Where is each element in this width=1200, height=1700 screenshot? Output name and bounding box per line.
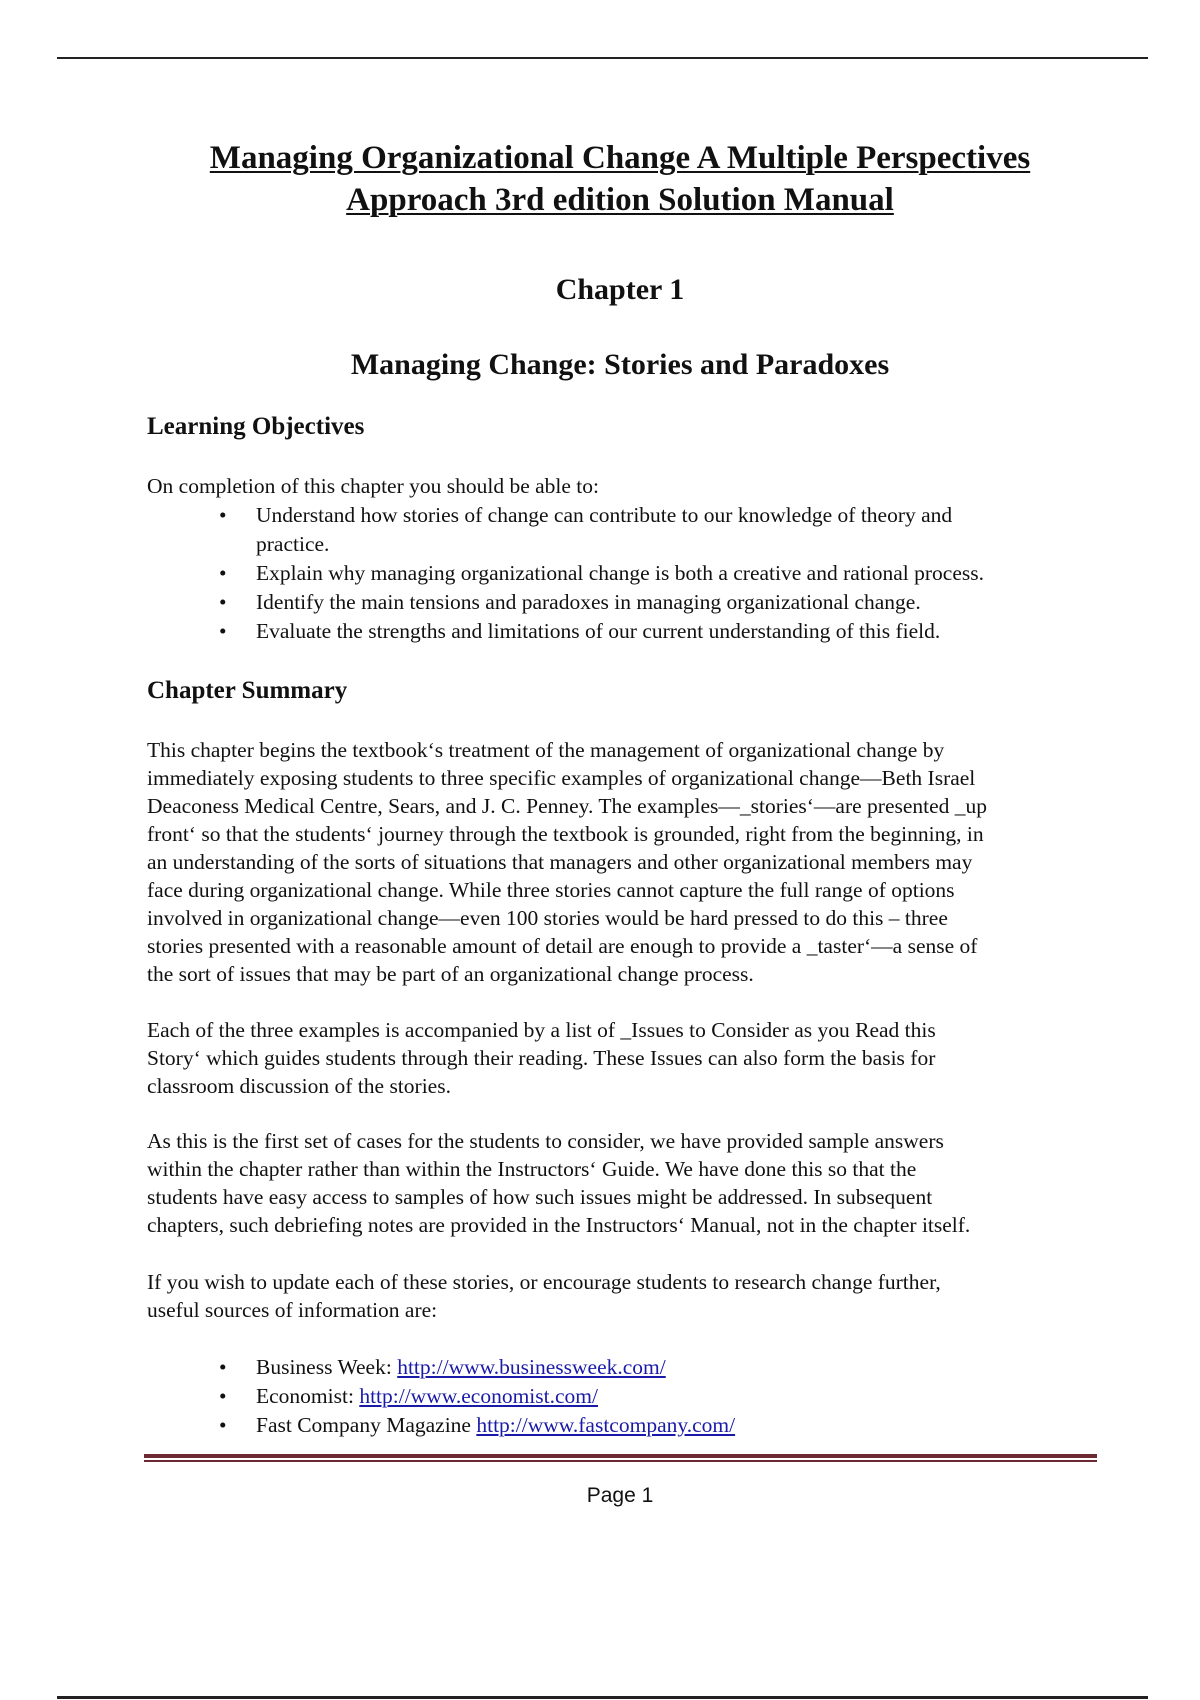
paragraph-line: stories presented with a reasonable amount of detail are enough to provide a _taster‘—a sense of: [147, 934, 978, 958]
title-line-2: Approach 3rd edition Solution Manual: [346, 182, 894, 218]
summary-paragraph: [147, 736, 987, 988]
bullet-icon: •: [219, 1384, 227, 1408]
sources-list: [147, 1353, 735, 1440]
document-title: [147, 137, 1093, 221]
header-rule: [57, 57, 1148, 59]
paragraph-line: within the chapter rather than within the Instructors‘ Guide. We have done this so that the: [147, 1157, 917, 1181]
paragraph-line: front‘ so that the students‘ journey through the textbook is grounded, right from the beginning, in: [147, 822, 984, 846]
footer-double-rule: [144, 1454, 1097, 1462]
source-link[interactable]: http://www.businessweek.com/: [397, 1355, 666, 1379]
objective-text-line: practice.: [256, 532, 330, 556]
paragraph-line: face during organizational change. While three stories cannot capture the full range of options: [147, 878, 955, 902]
paragraph-line: Deaconess Medical Centre, Sears, and J. C. Penney. The examples—_stories‘—are presented _up: [147, 794, 988, 818]
chapter-number: Chapter 1: [555, 273, 685, 306]
source-label: Economist:: [256, 1384, 360, 1408]
paragraph-line: students have easy access to samples of how such issues might be addressed. In subsequent: [147, 1185, 933, 1209]
objective-item: [147, 559, 984, 588]
paragraph-line: As this is the first set of cases for the students to consider, we have provided sample answers: [147, 1129, 944, 1153]
paragraph-line: chapters, such debriefing notes are provided in the Instructors‘ Manual, not in the chapter itself.: [147, 1213, 971, 1237]
bullet-icon: •: [219, 590, 227, 614]
page-number: Page 1: [586, 1484, 654, 1507]
paragraph-line: the sort of issues that may be part of an organizational change process.: [147, 962, 754, 986]
source-item: [147, 1353, 735, 1382]
source-item: [147, 1382, 735, 1411]
objective-item: [147, 501, 984, 559]
learning-objectives-heading: Learning Objectives: [147, 413, 365, 440]
paragraph-line: involved in organizational change—even 100 stories would be hard pressed to do this – three: [147, 906, 948, 930]
objective-text-line: Evaluate the strengths and limitations of our current understanding of this field.: [256, 619, 941, 643]
paragraph-line: If you wish to update each of these stories, or encourage students to research change further,: [147, 1270, 941, 1294]
bullet-icon: •: [219, 561, 227, 585]
objectives-list: [147, 501, 984, 646]
objective-text-line: Identify the main tensions and paradoxes in managing organizational change.: [256, 590, 921, 614]
source-link[interactable]: http://www.economist.com/: [359, 1384, 598, 1408]
summary-paragraph: [147, 1268, 941, 1324]
paragraph-line: Story‘ which guides students through their reading. These Issues can also form the basis for: [147, 1046, 936, 1070]
title-line-1: Managing Organizational Change A Multiple Perspectives: [209, 140, 1031, 176]
objective-text-line: Understand how stories of change can contribute to our knowledge of theory and: [256, 503, 953, 527]
paragraph-line: classroom discussion of the stories.: [147, 1074, 451, 1098]
chapter-summary-heading: Chapter Summary: [147, 677, 348, 704]
chapter-title: Managing Change: Stories and Paradoxes: [350, 348, 890, 381]
objective-item: [147, 588, 984, 617]
source-label: Fast Company Magazine: [256, 1413, 477, 1437]
paragraph-line: Each of the three examples is accompanied by a list of _Issues to Consider as you Read this: [147, 1018, 936, 1042]
source-label: Business Week:: [256, 1355, 398, 1379]
bullet-icon: •: [219, 1413, 227, 1437]
page-bottom-rule: [57, 1696, 1148, 1699]
bullet-icon: •: [219, 619, 227, 643]
source-item: [147, 1411, 735, 1440]
summary-paragraph: [147, 1127, 970, 1239]
bullet-icon: •: [219, 1355, 227, 1379]
paragraph-line: immediately exposing students to three specific examples of organizational change—Beth Israel: [147, 766, 976, 790]
source-link[interactable]: http://www.fastcompany.com/: [476, 1413, 736, 1437]
paragraph-line: This chapter begins the textbook‘s treatment of the management of organizational change by: [147, 738, 945, 762]
summary-paragraph: [147, 1016, 936, 1100]
objectives-intro: On completion of this chapter you should be able to:: [147, 474, 600, 498]
objective-item: [147, 617, 984, 646]
paragraph-line: an understanding of the sorts of situations that managers and other organizational members may: [147, 850, 973, 874]
objective-text-line: Explain why managing organizational change is both a creative and rational process.: [256, 561, 984, 585]
bullet-icon: •: [219, 503, 227, 527]
paragraph-line: useful sources of information are:: [147, 1298, 438, 1322]
